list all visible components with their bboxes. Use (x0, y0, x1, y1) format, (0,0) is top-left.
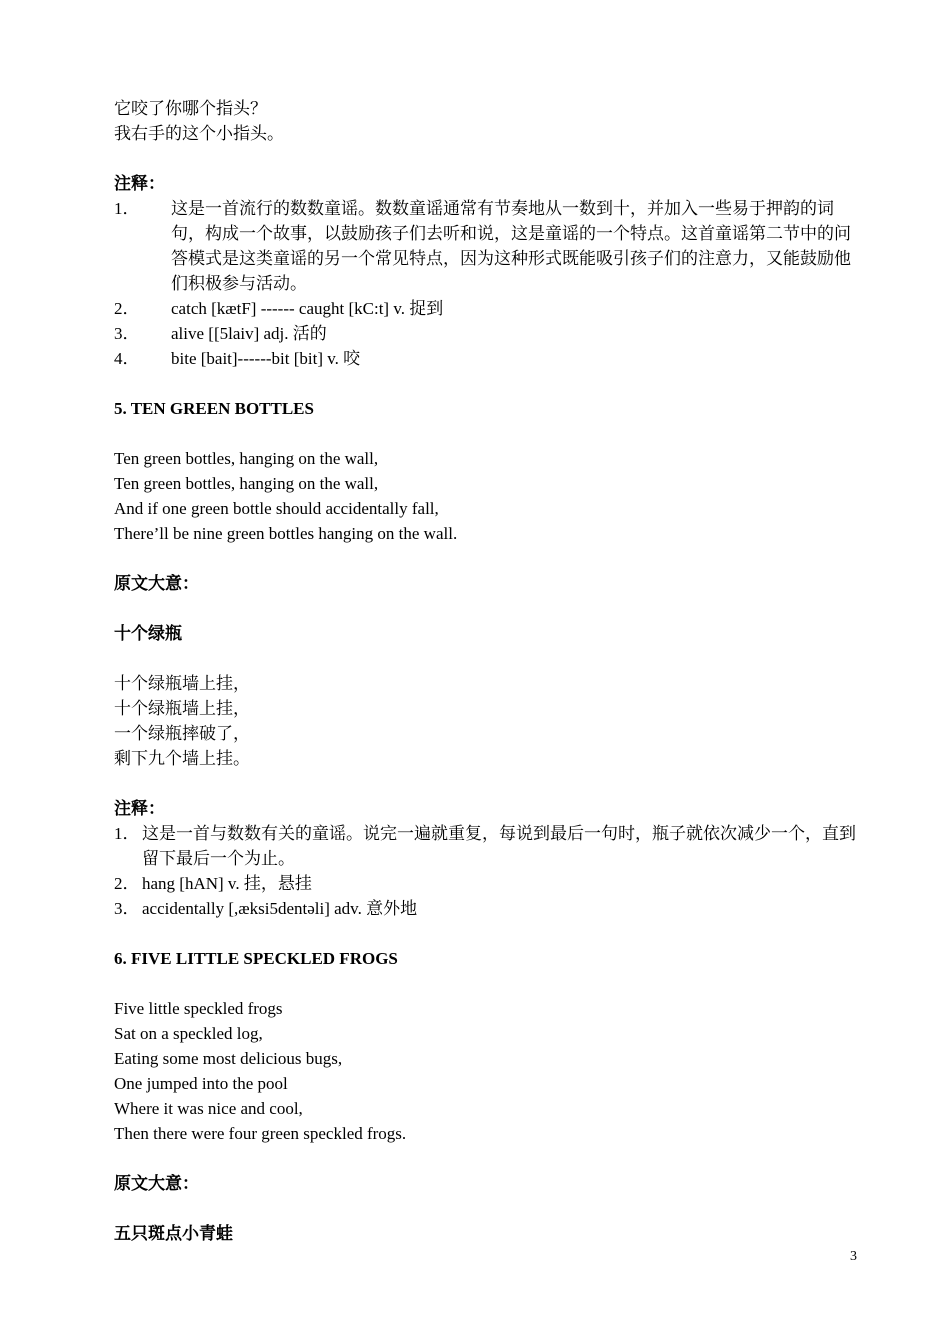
note-item (114, 296, 862, 321)
poem-line: Ten green bottles, hanging on the wall, (114, 449, 379, 468)
cn-poem-line: 一个绿瓶摔破了， (114, 724, 250, 743)
section-title: 6. FIVE LITTLE SPECKLED FROGS (114, 949, 398, 968)
notes-heading: 注释： (114, 799, 165, 818)
poem-line: Eating some most delicious bugs, (114, 1049, 343, 1068)
poem-line: Then there were four green speckled frogs. (114, 1124, 407, 1143)
meaning-heading: 原文大意： (114, 1174, 199, 1193)
note-number: 2． (114, 874, 140, 893)
text-line: 我右手的这个小指头。 (114, 124, 284, 143)
note-text: alive [[5laiv] adj. 活的 (171, 324, 327, 343)
poem-line: One jumped into the pool (114, 1074, 288, 1093)
note-item (114, 346, 862, 371)
notes-heading: 注释： (114, 174, 165, 193)
poem-line: There’ll be nine green bottles hanging on the wall. (114, 524, 458, 543)
note-text: hang [hAN] v. 挂，悬挂 (142, 874, 312, 893)
note-number: 2． (114, 299, 140, 318)
note-number: 4． (114, 349, 140, 368)
text-line: 它咬了你哪个指头？ (114, 99, 267, 118)
note-number: 1． (114, 199, 140, 218)
poem-line: Sat on a speckled log, (114, 1024, 263, 1043)
cn-poem-line: 十个绿瓶墙上挂， (114, 699, 250, 718)
note-item (114, 896, 862, 921)
section-title: 5. TEN GREEN BOTTLES (114, 399, 314, 418)
cn-title: 五只斑点小青蛙 (114, 1224, 233, 1243)
note-number: 1． (114, 824, 140, 843)
note-text: accidentally [,æksi5dentəli] adv. 意外地 (142, 899, 418, 918)
cn-title: 十个绿瓶 (114, 624, 182, 643)
note-item (114, 196, 862, 296)
cn-poem-line: 剩下九个墙上挂。 (114, 749, 250, 768)
document-page (114, 96, 862, 1246)
note-item (114, 821, 862, 871)
note-text: 这是一首与数数有关的童谣。说完一遍就重复，每说到最后一句时，瓶子就依次减少一个，直到留下最后一个为止。 (142, 824, 856, 868)
note-item (114, 321, 862, 346)
page-number: 3 (850, 1249, 857, 1264)
cn-poem-line: 十个绿瓶墙上挂， (114, 674, 250, 693)
meaning-heading: 原文大意： (114, 574, 199, 593)
note-item (114, 871, 862, 896)
poem-line: Where it was nice and cool, (114, 1099, 303, 1118)
note-number: 3． (114, 899, 140, 918)
note-number: 3． (114, 324, 140, 343)
note-text: 这是一首流行的数数童谣。数数童谣通常有节奏地从一数到十，并加入一些易于押韵的词句，构成一个故事，以鼓励孩子们去听和说，这是童谣的一个特点。这首童谣第二节中的问答模式是这类童谣的另一个常见特点，因为这种形式既能吸引孩子们的注意力，又能鼓励他们积极参与活动。 (171, 199, 851, 293)
poem-line: Five little speckled frogs (114, 999, 283, 1018)
poem-line: And if one green bottle should accidentally fall, (114, 499, 439, 518)
note-text: catch [kætF] ------ caught [kC:t] v. 捉到 (171, 299, 444, 318)
note-text: bite [bait]------bit [bit] v. 咬 (171, 349, 361, 368)
poem-line: Ten green bottles, hanging on the wall, (114, 474, 379, 493)
